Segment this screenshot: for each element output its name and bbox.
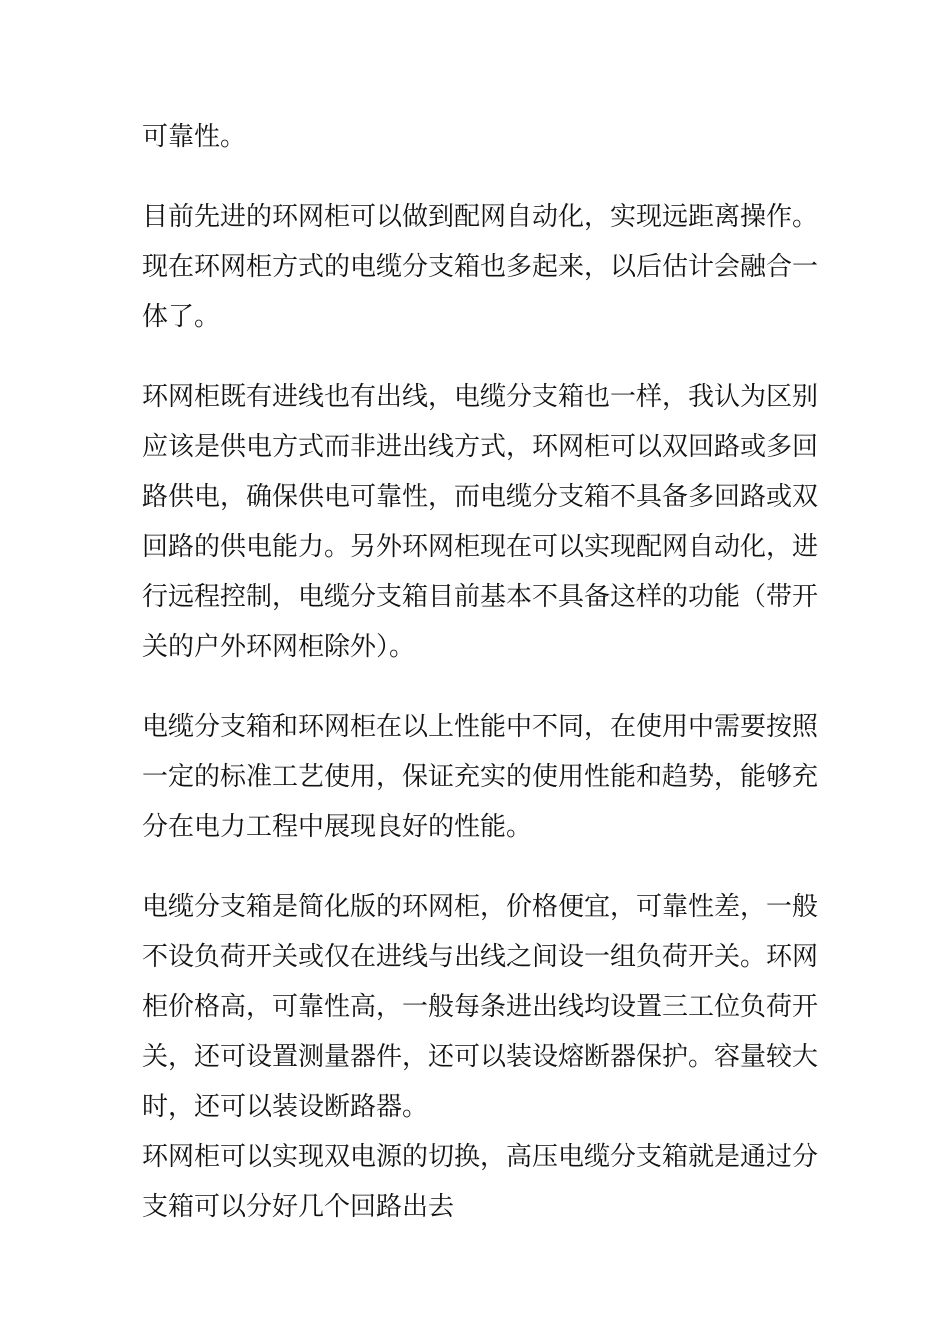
text-line: 一定的标准工艺使用，保证充实的使用性能和趋势，能够充 [142, 762, 819, 792]
text-line: 不设负荷开关或仅在进线与出线之间设一组负荷开关。环网 [142, 942, 819, 972]
paragraph-5 [142, 882, 822, 1132]
text-line: 行远程控制，电缆分支箱目前基本不具备这样的功能（带开 [142, 582, 819, 612]
paragraph-1 [142, 112, 822, 162]
text-line: 时，还可以装设断路器。 [142, 1092, 429, 1122]
document-body [142, 112, 822, 1232]
text-line: 应该是供电方式而非进出线方式，环网柜可以双回路或多回 [142, 432, 819, 462]
text-line: 电缆分支箱是简化版的环网柜，价格便宜，可靠性差，一般 [142, 892, 819, 922]
text-line: 环网柜可以实现双电源的切换，高压电缆分支箱就是通过分 [142, 1142, 819, 1172]
paragraph-4 [142, 702, 822, 852]
text-line: 现在环网柜方式的电缆分支箱也多起来，以后估计会融合一 [142, 252, 819, 282]
text-line: 环网柜既有进线也有出线，电缆分支箱也一样，我认为区别 [142, 382, 819, 412]
paragraph-2 [142, 192, 822, 342]
paragraph-6 [142, 1132, 822, 1232]
text-line: 体了。 [142, 302, 221, 332]
text-line: 电缆分支箱和环网柜在以上性能中不同，在使用中需要按照 [142, 712, 819, 742]
text-line: 目前先进的环网柜可以做到配网自动化，实现远距离操作。 [142, 202, 819, 232]
paragraph-3 [142, 372, 822, 672]
text-line: 关，还可设置测量器件，还可以装设熔断器保护。容量较大 [142, 1042, 819, 1072]
text-line: 回路的供电能力。另外环网柜现在可以实现配网自动化，进 [142, 532, 819, 562]
text-line: 柜价格高，可靠性高，一般每条进出线均设置三工位负荷开 [142, 992, 819, 1022]
text-line: 路供电，确保供电可靠性，而电缆分支箱不具备多回路或双 [142, 482, 819, 512]
text-line: 可靠性。 [142, 122, 247, 152]
text-line: 支箱可以分好几个回路出去 [142, 1192, 455, 1222]
text-line: 关的户外环网柜除外）。 [142, 632, 416, 662]
text-line: 分在电力工程中展现良好的性能。 [142, 812, 533, 842]
